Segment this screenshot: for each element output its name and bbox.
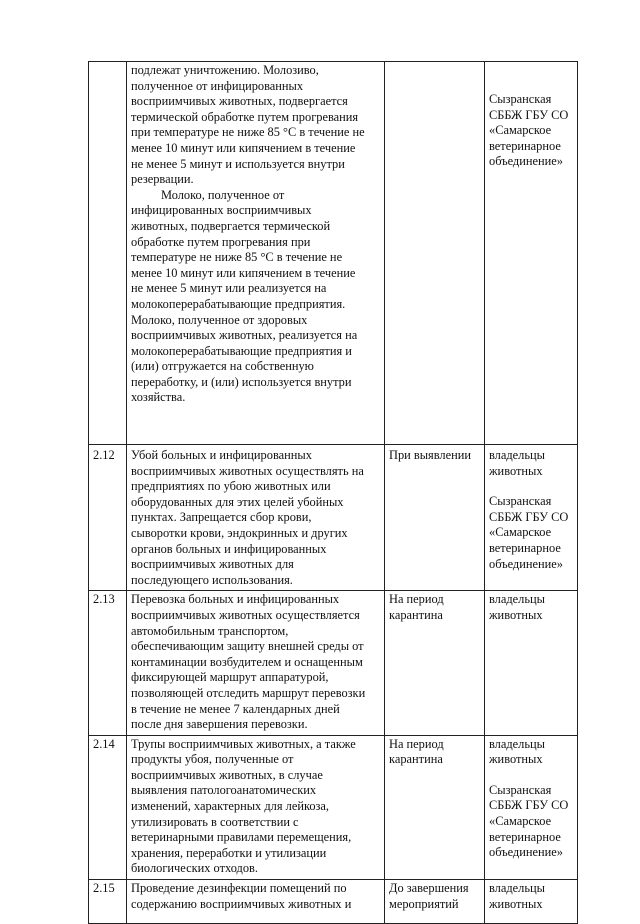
- measure-paragraph: Перевозка больных и инфицированных восприимчивых животных осуществляется автомобильным транспортом, обеспечивающим защиту внешней среды от контаминации возбудителем и оснащенным фиксирующей маршрут аппаратурой, позволяющей отследить маршрут перевозки в течение не менее 7 календарных дней после дня завершения перевозки.: [131, 592, 366, 732]
- responsible-entry: владельцы животных: [489, 881, 545, 911]
- measure-paragraph: подлежат уничтожению. Молозиво, полученное от инфицированных восприимчивых животных, подвергается термической обработке путем прогревания при температуре не ниже 85 °С в течение не менее 10 минут или кипячением в течение не менее 5 минут и используется внутри резервации.: [131, 63, 365, 187]
- measures-table-body: [89, 62, 578, 924]
- measure-paragraph: Молоко, полученное от здоровых восприимчивых животных, реализуется на молокоперерабатывающие предприятия и (или) отгружается на собственную переработку, и (или) используется внутри хозяйства.: [131, 312, 358, 405]
- responsible-parties: [485, 62, 578, 445]
- measure-description: [127, 445, 385, 591]
- responsible-entry: владельцы животных: [489, 736, 545, 767]
- row-number: 2.14: [89, 735, 127, 879]
- measures-table: [88, 61, 578, 924]
- table-row: [89, 591, 578, 735]
- measure-term: При выявлении: [385, 445, 485, 591]
- responsible-entry: Сызранская СББЖ ГБУ СО «Самарское ветеринарное объединение»: [489, 494, 569, 571]
- responsible-parties: [485, 591, 578, 735]
- row-number: 2.15: [89, 880, 127, 924]
- measure-term: [385, 62, 485, 445]
- row-number: 2.12: [89, 445, 127, 591]
- measure-paragraph: Трупы восприимчивых животных, а также продукты убоя, полученные от восприимчивых животных, в случае выявления патологоанатомических изменений, характерных для лейкоза, утилизировать в соответствии с ветеринарными правилами перемещения, хранения, переработки и утилизации биологических отходов.: [131, 736, 356, 876]
- table-row: [89, 735, 578, 879]
- measure-paragraph: Проведение дезинфекции помещений по содержанию восприимчивых животных и: [131, 881, 352, 911]
- row-number: [89, 62, 127, 445]
- measure-description: [127, 591, 385, 735]
- row-number: 2.13: [89, 591, 127, 735]
- responsible-parties: [485, 445, 578, 591]
- responsible-entry: владельцы животных: [489, 448, 545, 478]
- table-row: [89, 445, 578, 591]
- responsible-entry: владельцы животных: [489, 592, 545, 622]
- responsible-entry: Сызранская СББЖ ГБУ СО «Самарское ветеринарное объединение»: [489, 92, 569, 169]
- measure-term: На период карантина: [385, 735, 485, 879]
- responsible-parties: [485, 735, 578, 879]
- measure-paragraph: Убой больных и инфицированных восприимчивых животных осуществлять на предприятиях по убою животных или оборудованных для этих целей убойных пунктах. Запрещается сбор крови, сыворотки крови, эндокринных и других органов больных и инфицированных восприимчивых животных для последующего использования.: [131, 448, 364, 587]
- spacer: [489, 768, 573, 783]
- measure-term: На период карантина: [385, 591, 485, 735]
- responsible-entry: Сызранская СББЖ ГБУ СО «Самарское ветеринарное объединение»: [489, 782, 569, 860]
- measure-description: [127, 735, 385, 879]
- measure-description: [127, 62, 385, 445]
- spacer: [489, 479, 573, 494]
- measure-paragraph: Молоко, полученное от инфицированных восприимчивых животных, подвергается термической обработке путем прогревания при температуре не ниже 85 °С в течение не менее 10 минут или кипячением в течение не менее 5 минут или реализуется на молокоперерабатывающие предприятия.: [131, 187, 356, 311]
- measure-term: До завершения мероприятий: [385, 880, 485, 924]
- table-row: [89, 62, 578, 445]
